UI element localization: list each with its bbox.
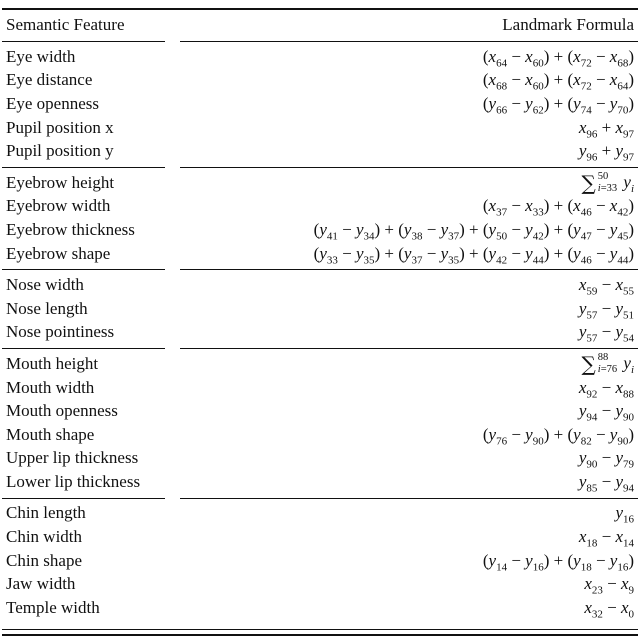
table-row xyxy=(2,447,638,471)
feature-group xyxy=(2,168,638,269)
feature-cell: Upper lip thickness xyxy=(6,448,139,468)
formula-cell: $(y_{14} - y_{16}) + (y_{18} - y_{16})$ xyxy=(482,550,634,574)
formula-cell: $(x_{37} - x_{33}) + (x_{46} - x_{42})$ xyxy=(482,196,634,219)
feature-cell: Eye distance xyxy=(6,70,93,90)
feature-group xyxy=(2,270,638,348)
summation-symbol: ∑ 50 i=33 xyxy=(581,170,618,195)
feature-cell: Pupil position y xyxy=(6,141,114,161)
formula-cell: $(x_{68} - x_{60}) + (x_{72} - x_{64})$ xyxy=(482,70,634,93)
formula-cell: $y_{96} + y_{97}$ xyxy=(578,141,634,164)
group-divider-right-segment xyxy=(180,167,638,168)
group-divider xyxy=(2,167,638,168)
feature-group xyxy=(2,499,638,624)
formula-cell: $y_{94} - y_{90}$ xyxy=(578,401,634,424)
feature-cell: Mouth height xyxy=(6,353,99,373)
column-header-landmark-formula: Landmark Formula xyxy=(502,15,634,34)
header-divider-left-segment xyxy=(2,41,165,42)
table-header xyxy=(2,10,638,41)
table-row xyxy=(2,376,638,400)
table-row xyxy=(2,423,638,447)
formula-cell: $x_{23} - x_9$ xyxy=(584,574,634,597)
formula-cell: $(y_{41} - y_{34}) + (y_{38} - y_{37}) + (y_{50} - y_{42}) + (y_{47} - y_{45})$ xyxy=(313,219,634,243)
feature-cell: Lower lip thickness xyxy=(6,471,141,491)
group-divider-left-segment xyxy=(2,269,165,270)
feature-cell: Eyebrow height xyxy=(6,172,115,192)
feature-cell: Mouth width xyxy=(6,377,95,397)
column-header-semantic-feature: Semantic Feature xyxy=(6,15,125,34)
formula-cell: $x_{59} - x_{55}$ xyxy=(578,275,634,298)
table-row xyxy=(2,549,638,573)
formula-cell: $y_{57} - y_{54}$ xyxy=(578,322,634,345)
table-row xyxy=(2,139,638,163)
feature-cell: Nose pointiness xyxy=(6,322,115,342)
table-row xyxy=(2,321,638,345)
feature-cell: Chin shape xyxy=(6,550,83,570)
feature-cell: Temple width xyxy=(6,597,100,617)
feature-cell: Mouth openness xyxy=(6,401,118,421)
table-row xyxy=(2,572,638,596)
table-row xyxy=(2,470,638,494)
feature-cell: Eyebrow width xyxy=(6,196,111,216)
table-row xyxy=(2,195,638,219)
table-row xyxy=(2,218,638,242)
formula-cell: ∑ 50 i=33 $y_i$ xyxy=(581,170,634,196)
table-row xyxy=(2,525,638,549)
table-row xyxy=(2,596,638,620)
group-divider xyxy=(2,348,638,349)
table-body xyxy=(2,42,638,624)
header-divider xyxy=(2,41,638,42)
summation-symbol: ∑ 88 i=76 xyxy=(581,351,618,376)
feature-cell: Chin width xyxy=(6,527,83,547)
group-divider-right-segment xyxy=(180,498,638,499)
feature-cell: Eye width xyxy=(6,46,76,66)
formula-cell: $(y_{76} - y_{90}) + (y_{82} - y_{90})$ xyxy=(482,424,634,448)
formula-cell: ∑ 88 i=76 $y_i$ xyxy=(581,351,634,377)
feature-cell: Pupil position x xyxy=(6,117,114,137)
feature-group xyxy=(2,349,638,498)
feature-cell: Jaw width xyxy=(6,574,76,594)
formula-cell: $x_{92} - x_{88}$ xyxy=(578,377,634,400)
formula-cell: $y_{85} - y_{94}$ xyxy=(578,471,634,495)
group-divider xyxy=(2,498,638,499)
table-row xyxy=(2,45,638,69)
feature-cell: Nose width xyxy=(6,275,84,295)
formula-cell: $(y_{33} - y_{35}) + (y_{37} - y_{35}) + (y_{42} - y_{44}) + (y_{46} - y_{44})$ xyxy=(313,243,634,266)
group-divider-left-segment xyxy=(2,498,165,499)
feature-cell: Eye openness xyxy=(6,93,100,113)
formula-cell: $y_{16}$ xyxy=(615,503,634,526)
formula-cell: $(x_{64} - x_{60}) + (x_{72} - x_{68})$ xyxy=(482,46,634,70)
group-divider-left-segment xyxy=(2,167,165,168)
feature-group xyxy=(2,42,638,167)
group-divider-left-segment xyxy=(2,348,165,349)
feature-cell: Eyebrow shape xyxy=(6,243,111,263)
feature-cell: Nose length xyxy=(6,298,88,318)
table-row xyxy=(2,116,638,140)
table-row xyxy=(2,242,638,266)
table-row xyxy=(2,69,638,93)
formula-cell: $x_{32} - x_0$ xyxy=(584,597,634,621)
table-row xyxy=(2,273,638,297)
table-row xyxy=(2,297,638,321)
table-row xyxy=(2,92,638,116)
feature-cell: Mouth shape xyxy=(6,424,95,444)
bottom-rule-thin xyxy=(2,629,638,630)
feature-cell: Eyebrow thickness xyxy=(6,219,135,239)
formula-cell: $y_{90} - y_{79}$ xyxy=(578,448,634,471)
table-row xyxy=(2,352,638,376)
formula-cell: $y_{57} - y_{51}$ xyxy=(578,298,634,322)
group-divider-right-segment xyxy=(180,348,638,349)
header-divider-right-segment xyxy=(180,41,638,42)
formula-cell: $x_{96} + x_{97}$ xyxy=(578,117,634,140)
table-row xyxy=(2,502,638,526)
table-row xyxy=(2,171,638,195)
group-divider xyxy=(2,269,638,270)
group-divider-right-segment xyxy=(180,269,638,270)
feature-cell: Chin length xyxy=(6,503,86,523)
formula-cell: $(y_{66} - y_{62}) + (y_{74} - y_{70})$ xyxy=(482,93,634,117)
table-row xyxy=(2,399,638,423)
formula-cell: $x_{18} - x_{14}$ xyxy=(578,527,634,550)
